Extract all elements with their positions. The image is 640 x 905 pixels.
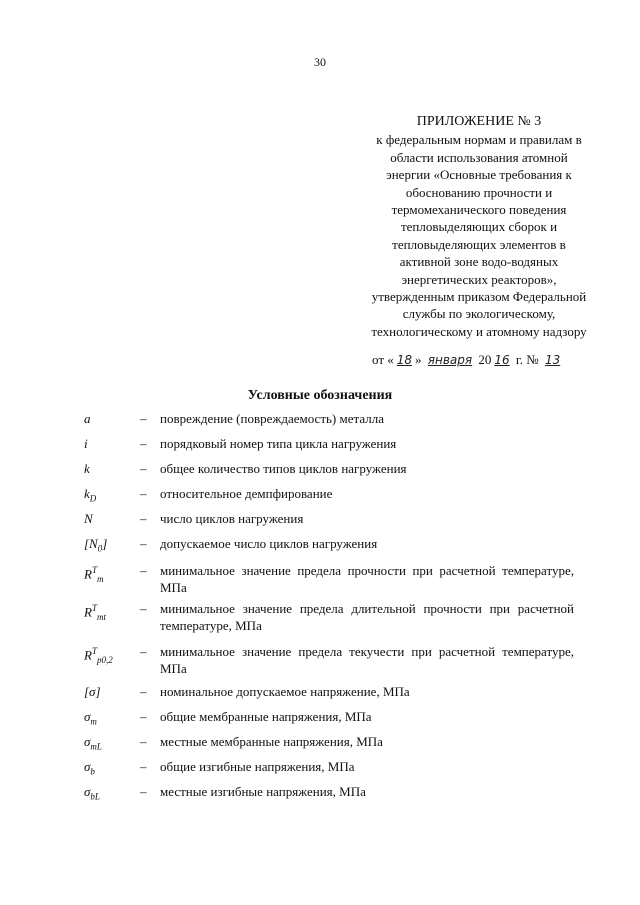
symbol-main: R bbox=[84, 566, 92, 582]
symbol-subscript: bL bbox=[90, 791, 100, 802]
appendix-line: области использования атомной bbox=[390, 149, 568, 165]
definition-text: число циклов нагружения bbox=[160, 511, 304, 526]
definition-row bbox=[84, 435, 574, 452]
definition-dash: – bbox=[140, 734, 147, 749]
appendix-line: энергии «Основные требования к bbox=[386, 167, 572, 183]
symbol-main: R bbox=[84, 647, 92, 663]
appendix-line: активной зоне водо-водяных bbox=[399, 254, 559, 270]
symbol bbox=[84, 562, 140, 588]
order-mid: » bbox=[415, 352, 422, 367]
definition-dash: – bbox=[140, 784, 147, 799]
symbol bbox=[84, 643, 140, 669]
definition-text: местные мембранные напряжения, МПа bbox=[160, 734, 383, 749]
definition-dash: – bbox=[140, 486, 147, 501]
definition-text: общие мембранные напряжения, МПа bbox=[160, 709, 372, 724]
symbol-subscript: mt bbox=[96, 611, 106, 622]
symbol bbox=[84, 410, 140, 427]
definition-dash: – bbox=[140, 436, 147, 451]
symbol-subscript: 0 bbox=[97, 543, 103, 554]
definition-row bbox=[84, 783, 574, 806]
symbol-main: [N bbox=[84, 536, 98, 551]
definition-row bbox=[84, 535, 574, 558]
appendix-line: к федеральным нормам и правилам в bbox=[376, 132, 582, 148]
symbol bbox=[84, 535, 140, 558]
symbol bbox=[84, 683, 140, 700]
definition-text: минимальное значение предела длительной прочности при расчетной температуре, МПа bbox=[160, 601, 574, 633]
symbol-subscript: m bbox=[96, 573, 104, 584]
definition-row bbox=[84, 643, 574, 677]
symbol-main: a bbox=[84, 411, 91, 426]
order-number-handwritten: 13 bbox=[544, 353, 561, 367]
definition-row bbox=[84, 733, 574, 756]
definition-dash: – bbox=[140, 563, 147, 578]
order-month-handwritten: января bbox=[427, 353, 473, 367]
definition-text: местные изгибные напряжения, МПа bbox=[160, 784, 366, 799]
symbol bbox=[84, 758, 140, 781]
symbol-superscript: T bbox=[91, 565, 97, 575]
definition-dash: – bbox=[140, 709, 147, 724]
definition-text: номинальное допускаемое напряжение, МПа bbox=[160, 684, 410, 699]
definition-row bbox=[84, 562, 574, 596]
symbol-main: k bbox=[84, 461, 90, 476]
section-title: Условные обозначения bbox=[247, 388, 393, 403]
symbol-main: σ bbox=[84, 784, 91, 799]
order-reference bbox=[372, 352, 563, 368]
appendix-line: тепловыделяющих элементов в bbox=[392, 236, 566, 252]
appendix-line: тепловыделяющих сборок и bbox=[400, 219, 558, 235]
definition-dash: – bbox=[140, 759, 147, 774]
definition-dash: – bbox=[140, 644, 147, 659]
definition-row bbox=[84, 758, 574, 781]
symbol-subscript: mL bbox=[90, 741, 102, 752]
definition-text: общие изгибные напряжения, МПа bbox=[160, 759, 355, 774]
order-year-handwritten: 16 bbox=[494, 353, 510, 367]
definition-row bbox=[84, 510, 574, 527]
symbol bbox=[84, 600, 140, 626]
symbol-subscript: m bbox=[90, 716, 97, 727]
definition-dash: – bbox=[140, 461, 147, 476]
definition-text: относительное демпфирование bbox=[160, 486, 333, 501]
definition-dash: – bbox=[140, 601, 147, 616]
symbol-main: σ bbox=[84, 759, 91, 774]
symbol-subscript: D bbox=[89, 493, 97, 504]
appendix-line: обоснованию прочности и bbox=[405, 184, 553, 200]
definition-row bbox=[84, 708, 574, 731]
symbol-superscript: T bbox=[91, 603, 97, 613]
definition-dash: – bbox=[140, 411, 147, 426]
symbol bbox=[84, 733, 140, 756]
symbol bbox=[84, 510, 140, 527]
order-year-word: г. № bbox=[512, 352, 539, 367]
definition-row bbox=[84, 410, 574, 427]
symbol-main: k bbox=[84, 486, 90, 501]
symbol bbox=[84, 783, 140, 806]
symbol bbox=[84, 435, 140, 452]
definition-text: минимальное значение предела текучести при расчетной температуре, МПа bbox=[160, 644, 574, 676]
order-day-handwritten: 18 bbox=[396, 353, 413, 367]
definition-text: порядковый номер типа цикла нагружения bbox=[160, 436, 397, 451]
symbol-main: i bbox=[84, 436, 88, 451]
definition-text: общее количество типов циклов нагружения bbox=[160, 461, 407, 476]
definition-text: допускаемое число циклов нагружения bbox=[160, 536, 378, 551]
symbol-main: N bbox=[84, 511, 93, 526]
appendix-line: службы по экологическому, bbox=[402, 306, 556, 322]
symbol-main: σ bbox=[84, 734, 91, 749]
definition-row bbox=[84, 600, 574, 634]
definition-text: минимальное значение предела прочности при расчетной температуре, МПа bbox=[160, 563, 574, 595]
symbol-subscript: p0,2 bbox=[96, 654, 113, 665]
symbol-superscript: T bbox=[91, 646, 97, 656]
symbol-main: σ bbox=[84, 709, 91, 724]
order-prefix: от « bbox=[372, 352, 394, 367]
appendix-line: технологическому и атомному надзору bbox=[371, 323, 587, 339]
symbol-tail: ] bbox=[102, 536, 108, 551]
order-year-prefix: 20 bbox=[478, 352, 492, 367]
definition-dash: – bbox=[140, 684, 147, 699]
definition-dash: – bbox=[140, 536, 147, 551]
definition-dash: – bbox=[140, 511, 147, 526]
symbol-subscript: b bbox=[90, 766, 95, 777]
symbol bbox=[84, 708, 140, 731]
symbol bbox=[84, 485, 140, 508]
appendix-title: ПРИЛОЖЕНИЕ № 3 bbox=[416, 114, 542, 129]
appendix-line: утвержденным приказом Федеральной bbox=[371, 289, 587, 305]
symbol bbox=[84, 460, 140, 477]
definition-text: повреждение (повреждаемость) металла bbox=[160, 411, 384, 426]
page-number: 30 bbox=[314, 55, 326, 69]
definition-row bbox=[84, 485, 574, 508]
appendix-block bbox=[350, 113, 608, 340]
symbol-main: [σ] bbox=[84, 684, 101, 699]
appendix-line: энергетических реакторов», bbox=[401, 271, 557, 287]
symbol-main: R bbox=[84, 604, 92, 620]
definition-row bbox=[84, 460, 574, 477]
appendix-line: термомеханического поведения bbox=[391, 202, 567, 218]
definition-row bbox=[84, 683, 574, 700]
